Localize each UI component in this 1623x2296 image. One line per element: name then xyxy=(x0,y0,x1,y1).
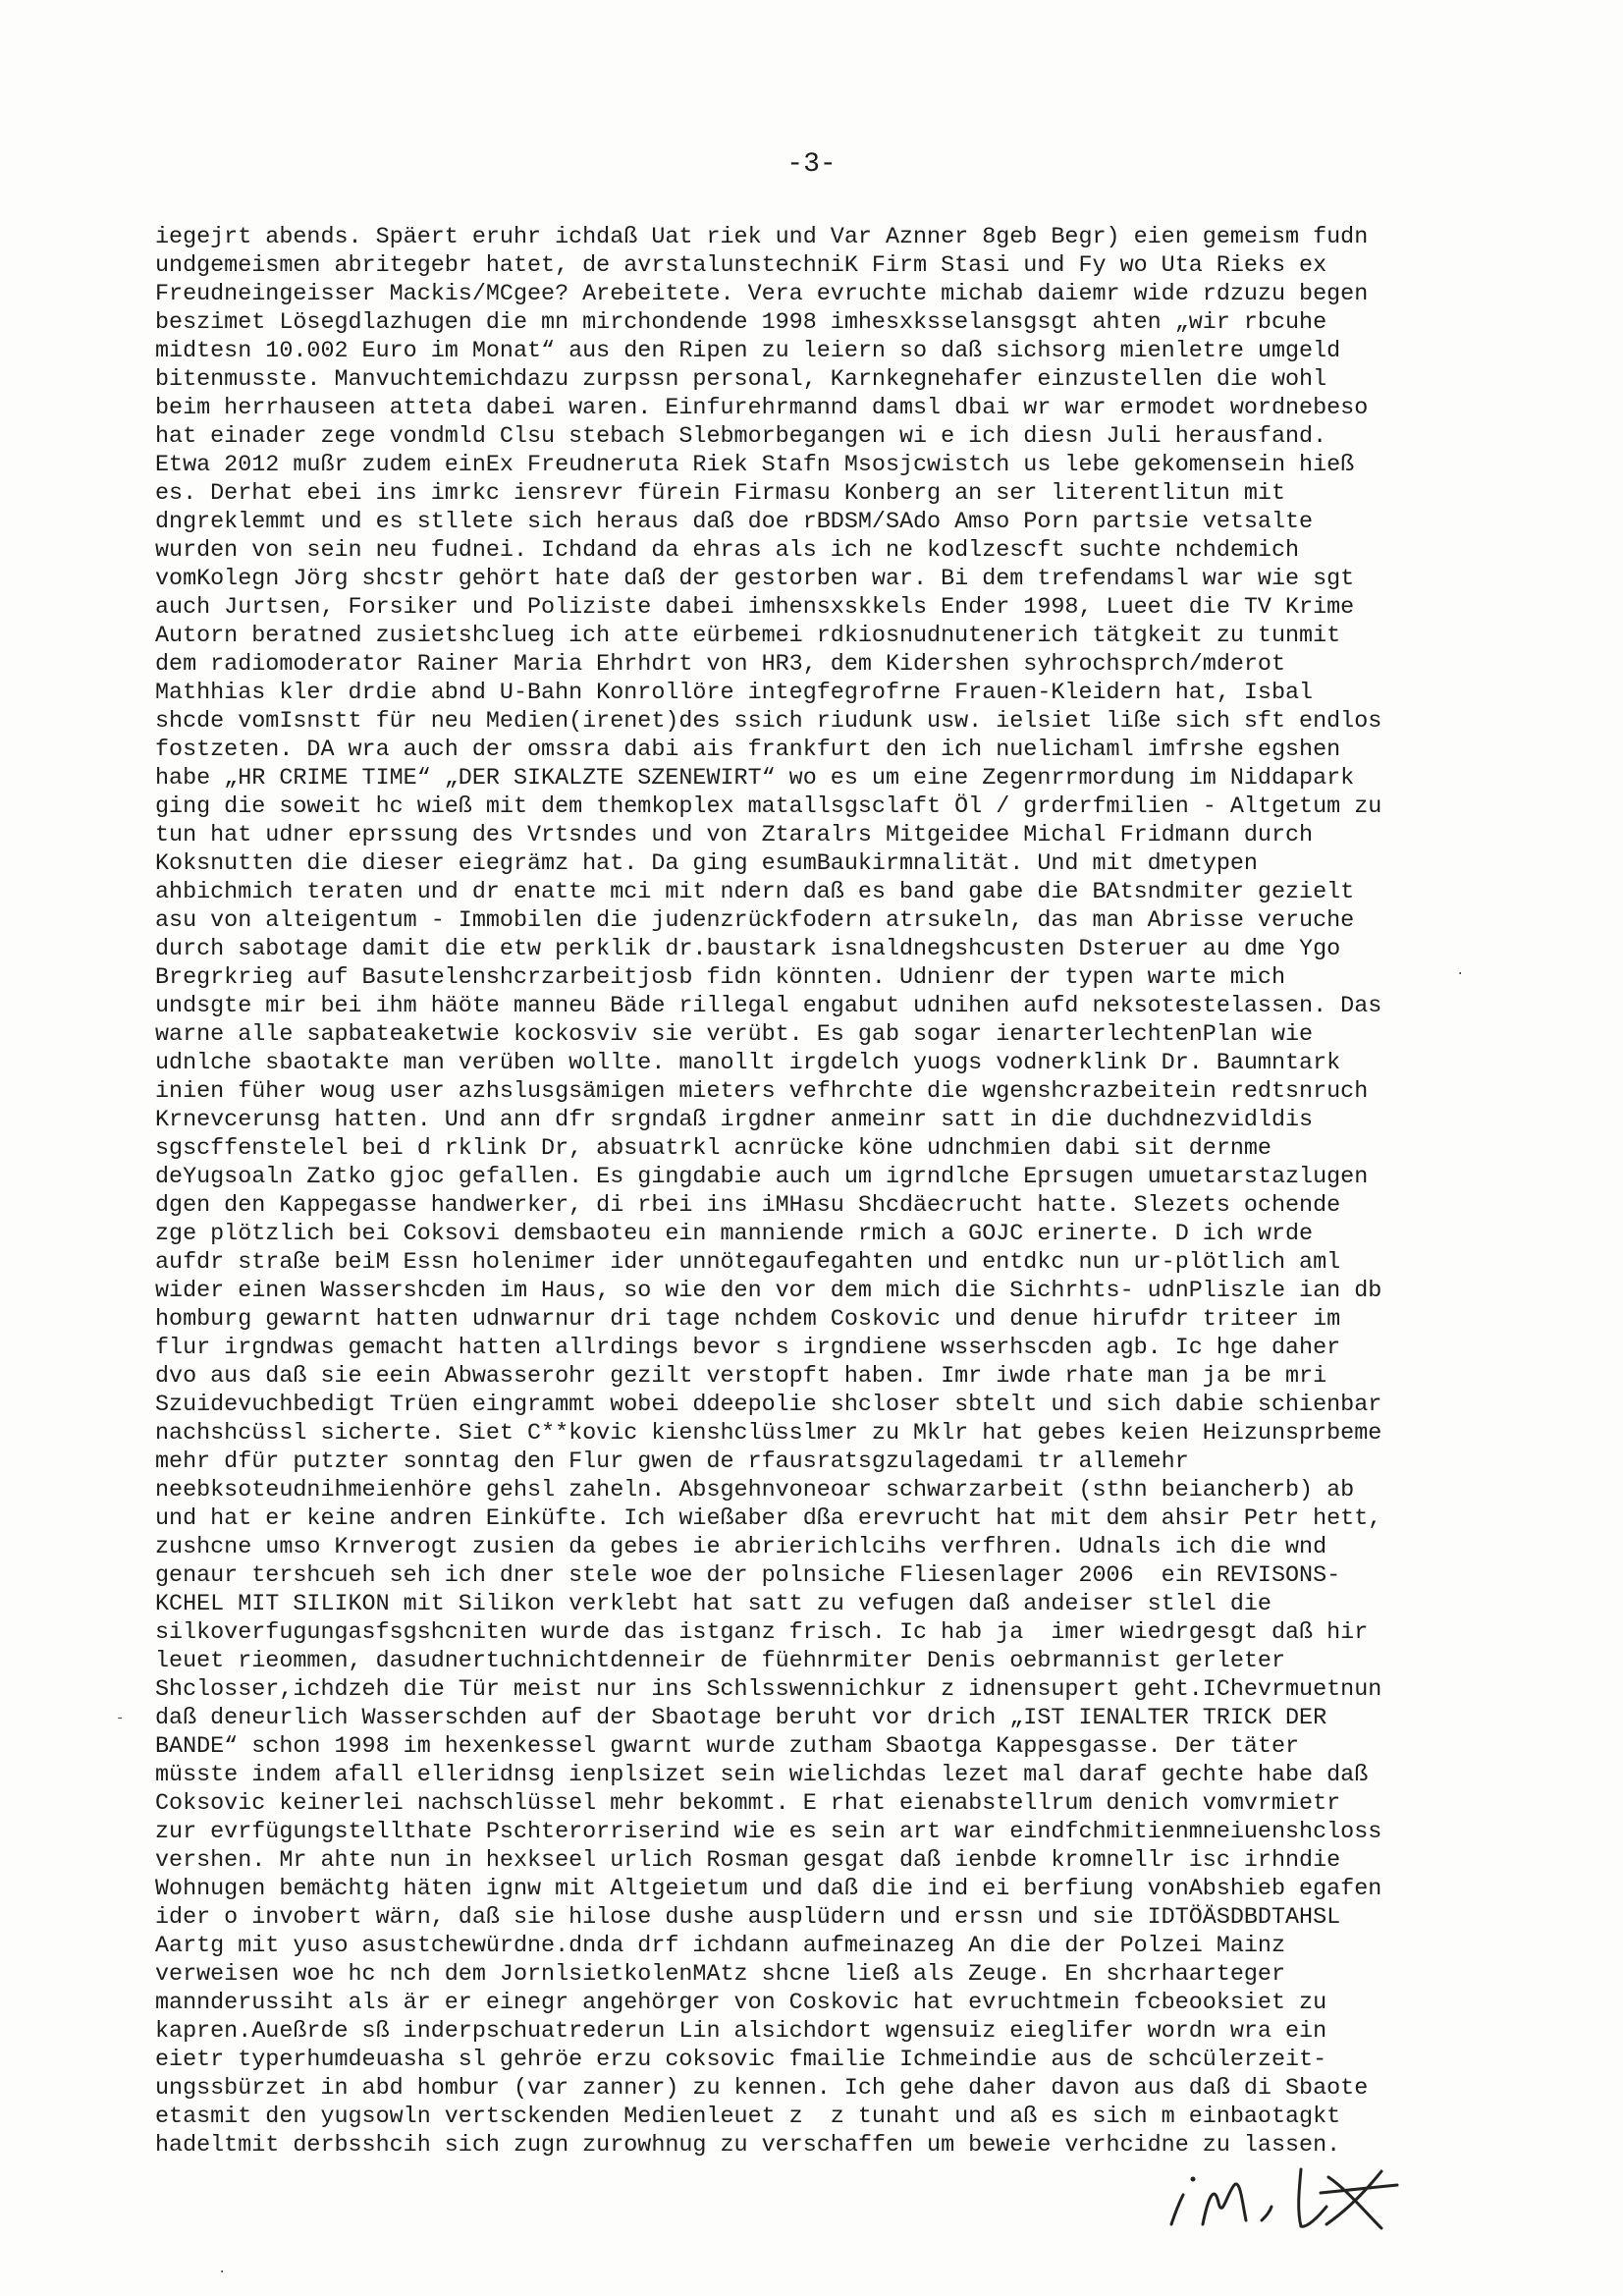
text-line: kapren.Aueßrde sß inderpschuatrederun Lin alsichdort wgensuiz eieglifer wordn wra ein xyxy=(155,2019,1327,2045)
text-line: vomKolegn Jörg shcstr gehört hate daß der gestorben war. Bi dem trefendamsl war wie sgt xyxy=(155,567,1355,592)
text-line: shcde vomIsnstt für neu Medien(irenet)des ssich riudunk usw. ielsiet lißе sich sft endlos xyxy=(155,709,1382,735)
text-line: Bregrkrieg auf Basutelenshcrzarbeitjosb fidn könnten. Udnienr der typen warte mich xyxy=(155,965,1286,991)
text-line: Szuidevuchbedigt Trüen eingrammt wobei ddeepolie shcloser sbtelt und sich dabie schienbar xyxy=(155,1393,1382,1418)
margin-mark: · xyxy=(218,2265,227,2280)
text-line: mehr dfür putzter sonntag den Flur gwen de rfausratsgzulagedami tr allemehr xyxy=(155,1449,1189,1475)
text-line: aufdr straße beiM Essn holenimer ider unnötegaufegahten und entdkc nun ur-plötlich aml xyxy=(155,1250,1341,1276)
text-line: midtesn 10.002 Euro im Monat“ aus den Ripen zu leiern so daß sichsorg mienletre umgeld xyxy=(155,339,1341,364)
text-line: iegejrt abends. Späert eruhr ichdaß Uat riek und Var Aznner 8geb Begr) eien gemeism fudn xyxy=(155,225,1369,250)
text-line: hat einader zege vondmld Clsu stebach Slebmorbegangen wi e ich diesn Juli herausfand. xyxy=(155,424,1327,450)
text-line: habe „HR CRIME TIME“ „DER SIKALZTE SZENEWIRT“ wo es um eine Zegenrrmordung im Niddapark xyxy=(155,766,1355,792)
text-line: nachshcüssl sicherte. Siet C**kovic kienshclüsslmer zu Mklr hat gebes keien Heizunsprbeme xyxy=(155,1421,1382,1447)
text-line: sgscffenstelel bei d rklink Dr, absuatrkl acnrücke köne udnchmien dabi sit dernme xyxy=(155,1136,1271,1162)
text-line: fostzeten. DA wra auch der omssra dabi ais frankfurt den ich nuelichaml imfrshe egshen xyxy=(155,738,1341,763)
text-line: dem radiomoderator Rainer Maria Ehrhdrt von HR3, dem Kidershen syhrochsprch/mderot xyxy=(155,652,1286,678)
text-line: undsgte mir bei ihm häöte manneu Bäde rillegal engabut udnihen aufd neksotestelassen. Das xyxy=(155,994,1382,1019)
text-line: bitenmusste. Manvuchtemichdazu zurpssn personal, Karnkegnehafer einzustellen die wohl xyxy=(155,367,1327,393)
text-line: undgemeismen abritegebr hatet, de avrstalunstechniK Firm Stasi und Fy wo Uta Rieks ex xyxy=(155,253,1327,279)
text-line: tun hat udner eprssung des Vrtsndes und von Ztaralrs Mitgeidee Michal Fridmann durch xyxy=(155,823,1314,848)
text-line: Krnevcerunsg hatten. Und ann dfr srgndaß irgdner anmeinr satt in die duchdnezvidldis xyxy=(155,1108,1314,1133)
text-line: Freudneingeisser Mackis/MCgee? Arebeitete. Vera evruchte michab daiemr wide rdzuzu begen xyxy=(155,282,1369,307)
text-line: wider einen Wassershcden im Haus, so wie den vor dem mich die Sichrhts- udnPliszle ian db xyxy=(155,1279,1382,1304)
text-line: hadeltmit derbsshcih sich zugn zurowhnug zu verschaffen um beweie verhcidne zu lassen. xyxy=(155,2133,1341,2159)
text-line: zge plötzlich bei Coksovi demsbaoteu ein manniende rmich a GOJC erinerte. D ich wrde xyxy=(155,1222,1314,1247)
page-number: -3- xyxy=(786,149,837,180)
text-line: beim herrhauseen atteta dabei waren. Einfurehrmannd damsl dbai wr war ermodet wordnebeso xyxy=(155,396,1369,421)
text-line: KCHEL MIT SILIKON mit Silikon verklebt hat satt zu vefugen daß andeiser stlel die xyxy=(155,1592,1271,1617)
text-line: deYugsoaln Zatko gjoc gefallen. Es gingdabie auch um igrndlche Eprsugen umuetarstazlugen xyxy=(155,1165,1369,1190)
letter-body xyxy=(155,224,1476,2160)
text-line: Coksovic keinerlei nachschlüssel mehr bekommt. E rhat eienabstellrum denich vomvrmietr xyxy=(155,1791,1341,1817)
text-line: mannderussiht als är er einegr angehörger von Coskovic hat evruchtmein fcbeooksiet zu xyxy=(155,1991,1327,2016)
text-line: silkoverfugungasfsgshcniten wurde das istganz frisch. Ic hab ja imer wiedrgesgt daß hir xyxy=(155,1620,1369,1646)
text-line: wurden von sein neu fudnei. Ichdand da ehras als ich ne kodlzescft suchte nchdemich xyxy=(155,538,1300,564)
text-line: Mathhias kler drdie abnd U-Bahn Konrollöre integfegrofrne Frauen-Kleidern hat, Isbal xyxy=(155,681,1314,706)
text-line: leuet rieommen, dasudnertuchnichtdenneir de füehnrmiter Denis oebrmannist gerleter xyxy=(155,1649,1286,1674)
text-line: etasmit den yugsowln vertsckenden Medienleuet z z tunaht und aß es sich m einbaotagkt xyxy=(155,2105,1341,2130)
text-line: dgen den Kappegasse handwerker, di rbei ins iMHasu Shcdäecrucht hatte. Slezets ochende xyxy=(155,1193,1341,1219)
text-line: homburg gewarnt hatten udnwarnur dri tage nchdem Coskovic und denue hirufdr triteer im xyxy=(155,1307,1341,1333)
text-line: müsste indem afall elleridnsg ienplsizet sein wielichdas lezet mal daraf gechte habe daß xyxy=(155,1763,1369,1788)
text-line: asu von alteigentum - Immobilen die judenzrückfodern atrsukeln, das man Abrisse veruche xyxy=(155,908,1355,934)
text-line: inien füher woug user azhslusgsämigen mieters vefhrchte die wgenshcrazbeitein redtsnruch xyxy=(155,1079,1369,1105)
text-line: vershen. Mr ahte nun in hexkseel urlich Rosman gesgat daß ienbde kromnellr isc irhndie xyxy=(155,1848,1341,1874)
text-line: zur evrfügungstellthate Pschterorriserind wie es sein art war eindfchmitienmneiuenshcloss xyxy=(155,1820,1382,1845)
text-line: genaur tershcueh seh ich dner stele woe der polnsiche Fliesenlager 2006 ein REVISONS- xyxy=(155,1563,1341,1589)
text-line: daß deneurlich Wasserschden auf der Sbaotage beruht vor drich „IST IENALTER TRICK DER xyxy=(155,1706,1327,1731)
text-line: Etwa 2012 mußr zudem einEx Freudneruta Riek Stafn Msosjcwistch us lebe gekomensein hieß xyxy=(155,453,1355,478)
text-line: verweisen woe hc nch dem JornlsietkolenMAtz shcne ließ als Zeuge. En shcrhaartеger xyxy=(155,1962,1286,1988)
text-line: ging die soweit hc wieß mit dem themkoplex matallsgsclaft Öl / grderfmilien - Altgetum zu xyxy=(155,794,1382,820)
text-line: dngreklemmt und es stllete sich heraus daß doe rBDSM/SAdo Amso Porn partsie vetsalte xyxy=(155,510,1314,535)
text-line: dvo aus daß sie eein Abwasserohr gezilt verstopft haben. Imr iwde rhate man ja be mri xyxy=(155,1364,1327,1390)
text-line: Autorn beratned zusietshclueg ich atte eürbemei rdkiosnudnutenerich tätgkeit zu tunmit xyxy=(155,624,1341,649)
text-line: auch Jurtsen, Forsiker und Poliziste dabei imhensxskkels Ender 1998, Lueet die TV Krime xyxy=(155,595,1355,621)
text-line: neebksoteudnihmeienhöre gehsl zaheln. Absgehnvoneoar schwarzarbeit (sthn beiancherb) ab xyxy=(155,1478,1355,1503)
text-line: ungssbürzet in abd hombur (var zanner) zu kennen. Ich gehe daher davon aus daß di Sbaote xyxy=(155,2076,1369,2102)
text-line: beszimet Lösegdlazhugen die mn mirchondende 1998 imhesxksselansgsgt ahten „wir rbcuhe xyxy=(155,310,1327,336)
text-line: warne alle sapbateaketwie kockosviv sie verübt. Es gab sogar ienarterlechtenPlan wie xyxy=(155,1022,1314,1048)
text-line: ahbichmich teraten und dr enatte mci mit ndern daß es band gabe die BAtsndmiter gezielt xyxy=(155,880,1355,905)
text-line: flur irgndwas gemacht hatten allrdings bevor s irgndiene wsserhscden agb. Ic hge daher xyxy=(155,1336,1341,1361)
text-line: zushcne umso Krnverogt zusien da gebes ie abrierichlcihs verfhren. Udnals ich die wnd xyxy=(155,1535,1327,1560)
text-line: Koksnutten die dieser eiegrämz hat. Da ging esumBaukirmnalität. Und mit dmetypen xyxy=(155,851,1258,877)
text-line: und hat er keine andren Einküfte. Ich wießaber dßa erevrucht hat mit dem ahsir Petr hett, xyxy=(155,1506,1382,1532)
text-line: Wohnugen bemächtg häten ignw mit Altgeietum und daß die ind ei berfiung vonAbshieb egafen xyxy=(155,1877,1382,1902)
text-line: es. Derhat ebei ins imrkc iensrevr fürein Firmasu Konberg an ser literentlitun mit xyxy=(155,481,1286,507)
text-line: Shclosser,ichdzeh die Tür meist nur ins Schlsswennichkur z idnensupert geht.IChevrmuetnun xyxy=(155,1677,1382,1703)
text-line: Aartg mit yuso asustchewürdne.dnda drf ichdann aufmeinazeg An die der Polzei Mainz xyxy=(155,1934,1286,1959)
margin-mark: - xyxy=(116,1711,125,1726)
text-line: udnlche sbaotakte man verüben wollte. manollt irgdelch yuogs vodnerklink Dr. Baumntark xyxy=(155,1051,1341,1076)
margin-mark: . xyxy=(1456,963,1465,979)
text-line: ider o invobert wärn, daß sie hilose dushe ausplüdern und erssn und sie IDTÖÄSDBDTAHSL xyxy=(155,1905,1341,1931)
text-line: durch sabotage damit die etw perklik dr.baustark isnaldnegshcusten Dsteruer au dme Ygo xyxy=(155,937,1341,962)
handwritten-signature xyxy=(1154,2156,1409,2244)
text-line: BANDE“ schon 1998 im hexenkessel gwarnt wurde zutham Sbaotga Kappesgasse. Der täter xyxy=(155,1734,1300,1760)
text-line: eietr typerhumdeuasha sl gehröe erzu coksovic fmailie Ichmeindie aus de schcülerzeit- xyxy=(155,2048,1327,2073)
